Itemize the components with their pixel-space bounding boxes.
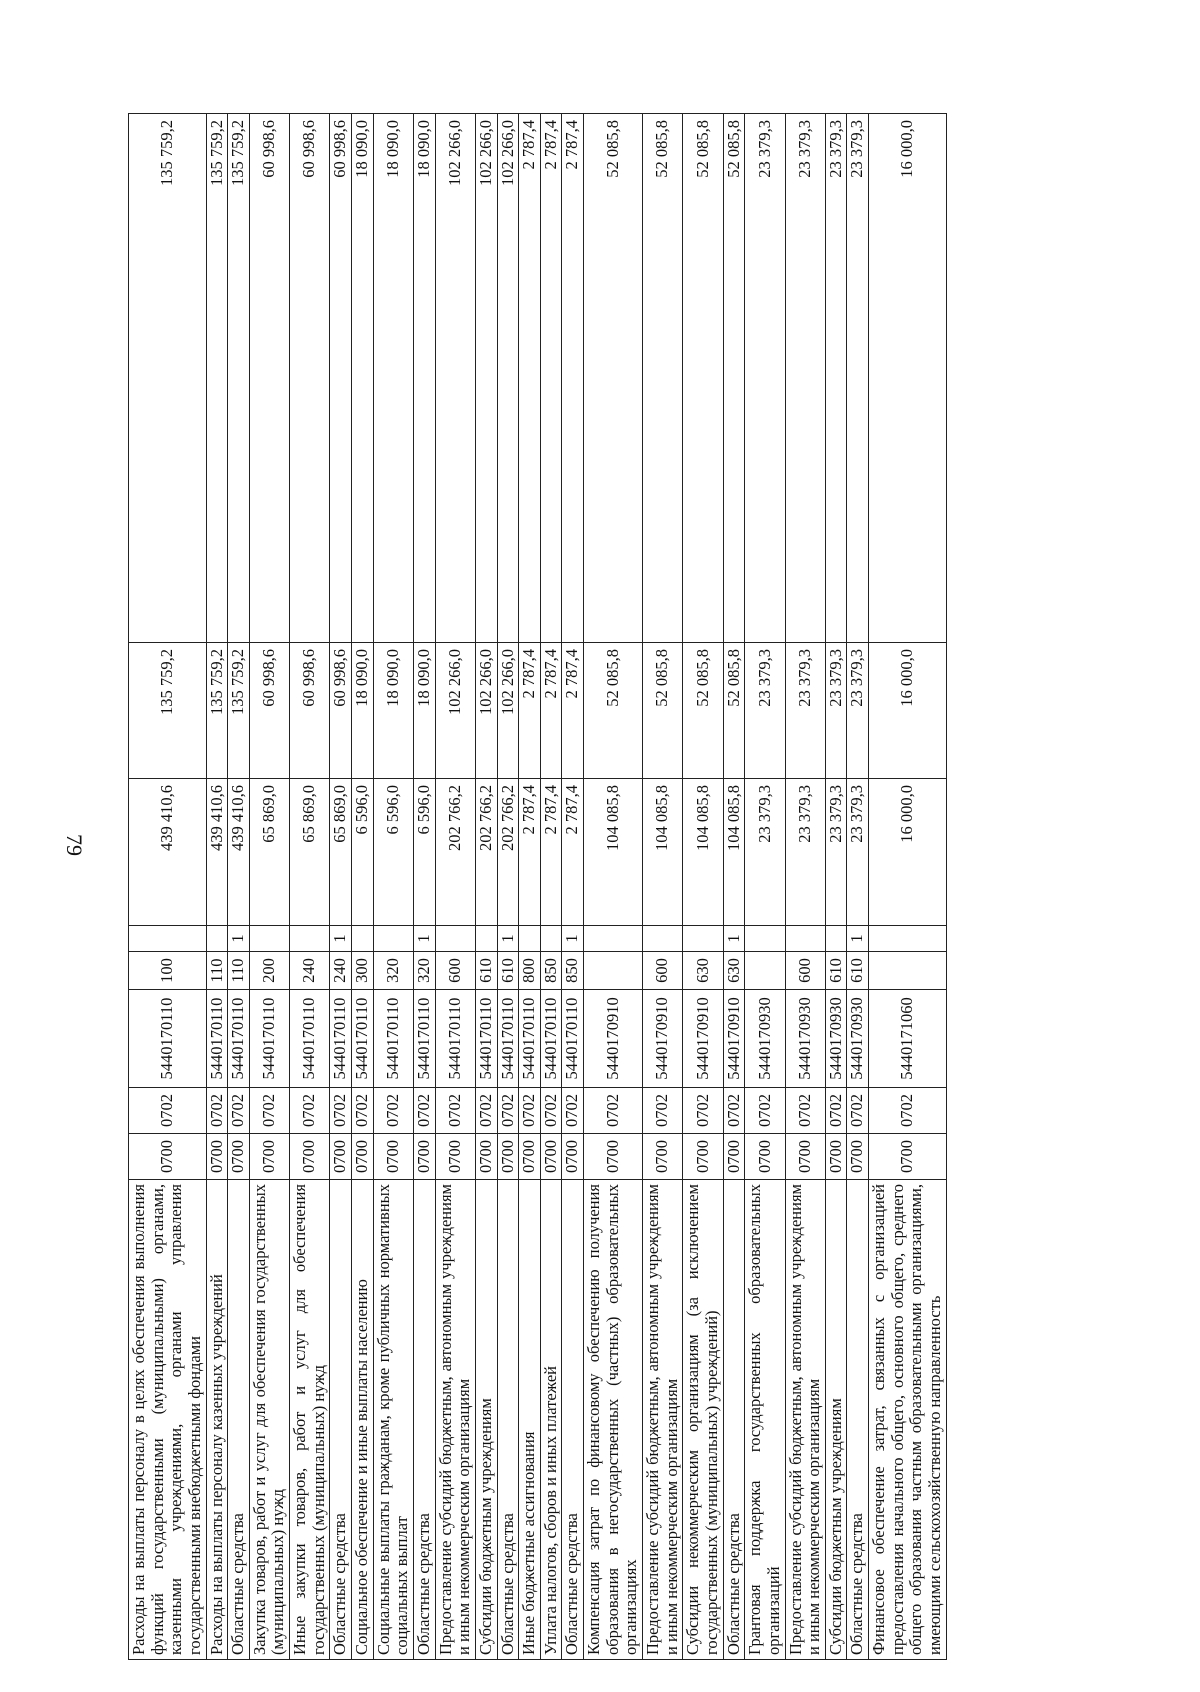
target-article-cell: 5440170910 [683, 990, 723, 1088]
podrazdel-cell: 0702 [228, 1088, 250, 1134]
amount-year1-cell: 104 085,8 [584, 779, 643, 926]
razdel-cell: 0700 [352, 1134, 374, 1180]
expense-type-cell: 610 [825, 952, 847, 990]
row-name-cell: Социальное обеспечение и иные выплаты населению [352, 1180, 374, 1660]
table-row [519, 114, 541, 1660]
row-name-cell: Социальные выплаты гражданам, кроме публичных нормативных социальных выплат [373, 1180, 413, 1660]
row-name-cell: Предоставление субсидий бюджетным, автономным учреждениям и иным некоммерческим организациям [435, 1180, 475, 1660]
razdel-cell: 0700 [519, 1134, 541, 1180]
budget-table [128, 113, 947, 1660]
podrazdel-cell: 0702 [413, 1088, 435, 1134]
amount-year3-cell: 23 379,3 [785, 114, 825, 643]
amount-year2-cell: 23 379,3 [745, 643, 785, 779]
row-name-cell: Предоставление субсидий бюджетным, автономным учреждениям и иным некоммерческим организациям [785, 1180, 825, 1660]
table-row [373, 114, 413, 1660]
podrazdel-cell: 0702 [373, 1088, 413, 1134]
expense-type-cell [745, 952, 785, 990]
expense-type-cell: 600 [435, 952, 475, 990]
amount-year3-cell: 18 090,0 [413, 114, 435, 643]
row-name-cell: Областные средства [847, 1180, 869, 1660]
expense-type-cell: 110 [206, 952, 228, 990]
table-row [290, 114, 330, 1660]
row-name-cell: Расходы на выплаты персоналу в целях обеспечения выполнения функций государственными (муниципальными) органами, казенными учреждениями, органами управления государственными внебюджетными фондами [129, 1180, 207, 1660]
target-article-cell: 5440170930 [745, 990, 785, 1088]
amount-year1-cell: 23 379,3 [825, 779, 847, 926]
amount-year1-cell: 23 379,3 [785, 779, 825, 926]
row-name-cell: Уплата налогов, сборов и иных платежей [540, 1180, 562, 1660]
podrazdel-cell: 0702 [290, 1088, 330, 1134]
amount-year3-cell: 18 090,0 [352, 114, 374, 643]
funding-mark-cell [869, 926, 947, 952]
table-row [869, 114, 947, 1660]
razdel-cell: 0700 [584, 1134, 643, 1180]
target-article-cell: 5440170110 [129, 990, 207, 1088]
funding-mark-cell [683, 926, 723, 952]
amount-year3-cell: 135 759,2 [129, 114, 207, 643]
amount-year2-cell: 18 090,0 [373, 643, 413, 779]
table-row [352, 114, 374, 1660]
expense-type-cell: 630 [723, 952, 745, 990]
amount-year2-cell: 2 787,4 [540, 643, 562, 779]
amount-year3-cell: 135 759,2 [228, 114, 250, 643]
table-body [129, 114, 947, 1660]
expense-type-cell: 300 [352, 952, 374, 990]
amount-year1-cell: 65 869,0 [330, 779, 352, 926]
amount-year1-cell: 202 766,2 [475, 779, 497, 926]
funding-mark-cell [745, 926, 785, 952]
funding-mark-cell: 1 [847, 926, 869, 952]
target-article-cell: 5440171060 [869, 990, 947, 1088]
amount-year1-cell: 6 596,0 [352, 779, 374, 926]
amount-year1-cell: 65 869,0 [249, 779, 289, 926]
funding-mark-cell [290, 926, 330, 952]
funding-mark-cell: 1 [413, 926, 435, 952]
razdel-cell: 0700 [497, 1134, 519, 1180]
amount-year2-cell: 2 787,4 [519, 643, 541, 779]
amount-year2-cell: 23 379,3 [785, 643, 825, 779]
target-article-cell: 5440170910 [584, 990, 643, 1088]
amount-year3-cell: 102 266,0 [435, 114, 475, 643]
target-article-cell: 5440170110 [413, 990, 435, 1088]
amount-year3-cell: 52 085,8 [683, 114, 723, 643]
amount-year2-cell: 16 000,0 [869, 643, 947, 779]
amount-year3-cell: 23 379,3 [745, 114, 785, 643]
amount-year1-cell: 439 410,6 [228, 779, 250, 926]
funding-mark-cell [584, 926, 643, 952]
podrazdel-cell: 0702 [745, 1088, 785, 1134]
amount-year3-cell: 2 787,4 [562, 114, 584, 643]
podrazdel-cell: 0702 [352, 1088, 374, 1134]
expense-type-cell: 110 [228, 952, 250, 990]
expense-type-cell: 800 [519, 952, 541, 990]
razdel-cell: 0700 [847, 1134, 869, 1180]
table-row [540, 114, 562, 1660]
row-name-cell: Компенсация затрат по финансовому обеспечению получения образования в негосударственных (частных) образовательных организациях [584, 1180, 643, 1660]
amount-year2-cell: 135 759,2 [206, 643, 228, 779]
amount-year1-cell: 6 596,0 [373, 779, 413, 926]
expense-type-cell: 320 [413, 952, 435, 990]
target-article-cell: 5440170110 [497, 990, 519, 1088]
table-row [785, 114, 825, 1660]
table-row [562, 114, 584, 1660]
podrazdel-cell: 0702 [475, 1088, 497, 1134]
amount-year2-cell: 2 787,4 [562, 643, 584, 779]
amount-year2-cell: 60 998,6 [330, 643, 352, 779]
target-article-cell: 5440170110 [352, 990, 374, 1088]
amount-year3-cell: 16 000,0 [869, 114, 947, 643]
amount-year1-cell: 439 410,6 [206, 779, 228, 926]
razdel-cell: 0700 [435, 1134, 475, 1180]
expense-type-cell: 610 [475, 952, 497, 990]
table-row [643, 114, 683, 1660]
target-article-cell: 5440170110 [562, 990, 584, 1088]
target-article-cell: 5440170110 [249, 990, 289, 1088]
razdel-cell: 0700 [643, 1134, 683, 1180]
amount-year1-cell: 439 410,6 [129, 779, 207, 926]
table-row [413, 114, 435, 1660]
target-article-cell: 5440170110 [228, 990, 250, 1088]
amount-year2-cell: 18 090,0 [413, 643, 435, 779]
razdel-cell: 0700 [540, 1134, 562, 1180]
rotated-page-content [128, 114, 1128, 1660]
podrazdel-cell: 0702 [869, 1088, 947, 1134]
row-name-cell: Грантовая поддержка государственных образовательных организаций [745, 1180, 785, 1660]
row-name-cell: Иные закупки товаров, работ и услуг для обеспечения государственных (муниципальных) нужд [290, 1180, 330, 1660]
row-name-cell: Предоставление субсидий бюджетным, автономным учреждениям и иным некоммерческим организациям [643, 1180, 683, 1660]
expense-type-cell [584, 952, 643, 990]
amount-year3-cell: 23 379,3 [847, 114, 869, 643]
target-article-cell: 5440170110 [373, 990, 413, 1088]
table-row [475, 114, 497, 1660]
expense-type-cell: 610 [847, 952, 869, 990]
expense-type-cell: 240 [330, 952, 352, 990]
podrazdel-cell: 0702 [206, 1088, 228, 1134]
amount-year2-cell: 52 085,8 [723, 643, 745, 779]
podrazdel-cell: 0702 [249, 1088, 289, 1134]
amount-year3-cell: 60 998,6 [249, 114, 289, 643]
expense-type-cell: 600 [785, 952, 825, 990]
row-name-cell: Областные средства [562, 1180, 584, 1660]
amount-year1-cell: 104 085,8 [643, 779, 683, 926]
amount-year2-cell: 18 090,0 [352, 643, 374, 779]
funding-mark-cell [373, 926, 413, 952]
row-name-cell: Областные средства [330, 1180, 352, 1660]
table-row [745, 114, 785, 1660]
funding-mark-cell: 1 [723, 926, 745, 952]
amount-year1-cell: 202 766,2 [435, 779, 475, 926]
row-name-cell: Субсидии бюджетным учреждениям [825, 1180, 847, 1660]
target-article-cell: 5440170110 [206, 990, 228, 1088]
amount-year1-cell: 2 787,4 [540, 779, 562, 926]
funding-mark-cell [249, 926, 289, 952]
amount-year3-cell: 52 085,8 [643, 114, 683, 643]
target-article-cell: 5440170930 [785, 990, 825, 1088]
funding-mark-cell [435, 926, 475, 952]
amount-year2-cell: 135 759,2 [129, 643, 207, 779]
podrazdel-cell: 0702 [129, 1088, 207, 1134]
amount-year3-cell: 2 787,4 [540, 114, 562, 643]
expense-type-cell: 850 [562, 952, 584, 990]
table-row [206, 114, 228, 1660]
podrazdel-cell: 0702 [643, 1088, 683, 1134]
podrazdel-cell: 0702 [540, 1088, 562, 1134]
expense-type-cell [869, 952, 947, 990]
table-row [584, 114, 643, 1660]
funding-mark-cell: 1 [330, 926, 352, 952]
amount-year3-cell: 2 787,4 [519, 114, 541, 643]
razdel-cell: 0700 [206, 1134, 228, 1180]
podrazdel-cell: 0702 [847, 1088, 869, 1134]
razdel-cell: 0700 [475, 1134, 497, 1180]
table-row [723, 114, 745, 1660]
funding-mark-cell [352, 926, 374, 952]
amount-year1-cell: 6 596,0 [413, 779, 435, 926]
row-name-cell: Областные средства [228, 1180, 250, 1660]
expense-type-cell: 320 [373, 952, 413, 990]
razdel-cell: 0700 [785, 1134, 825, 1180]
row-name-cell: Субсидии некоммерческим организациям (за исключением государственных (муниципальных) учреждений) [683, 1180, 723, 1660]
expense-type-cell: 600 [643, 952, 683, 990]
page-number: 79 [62, 834, 87, 856]
funding-mark-cell [129, 926, 207, 952]
target-article-cell: 5440170110 [475, 990, 497, 1088]
amount-year2-cell: 60 998,6 [249, 643, 289, 779]
expense-type-cell: 850 [540, 952, 562, 990]
amount-year1-cell: 2 787,4 [519, 779, 541, 926]
table-row [825, 114, 847, 1660]
table-row [497, 114, 519, 1660]
razdel-cell: 0700 [373, 1134, 413, 1180]
razdel-cell: 0700 [825, 1134, 847, 1180]
amount-year2-cell: 135 759,2 [228, 643, 250, 779]
target-article-cell: 5440170110 [540, 990, 562, 1088]
funding-mark-cell [540, 926, 562, 952]
razdel-cell: 0700 [228, 1134, 250, 1180]
target-article-cell: 5440170930 [825, 990, 847, 1088]
razdel-cell: 0700 [723, 1134, 745, 1180]
amount-year1-cell: 23 379,3 [847, 779, 869, 926]
row-name-cell: Закупка товаров, работ и услуг для обеспечения государственных (муниципальных) нужд [249, 1180, 289, 1660]
razdel-cell: 0700 [413, 1134, 435, 1180]
podrazdel-cell: 0702 [435, 1088, 475, 1134]
amount-year1-cell: 65 869,0 [290, 779, 330, 926]
funding-mark-cell: 1 [497, 926, 519, 952]
amount-year3-cell: 52 085,8 [584, 114, 643, 643]
amount-year1-cell: 104 085,8 [723, 779, 745, 926]
amount-year3-cell: 18 090,0 [373, 114, 413, 643]
table-row [249, 114, 289, 1660]
amount-year2-cell: 23 379,3 [847, 643, 869, 779]
razdel-cell: 0700 [683, 1134, 723, 1180]
amount-year1-cell: 16 000,0 [869, 779, 947, 926]
amount-year2-cell: 102 266,0 [497, 643, 519, 779]
row-name-cell: Финансовое обеспечение затрат, связанных с организацией предоставления начального общего, основного общего, среднего общего образования частным образовательными организациями, имеющими сельскохозяйственную направленность [869, 1180, 947, 1660]
table-row [683, 114, 723, 1660]
table-row [228, 114, 250, 1660]
amount-year2-cell: 23 379,3 [825, 643, 847, 779]
target-article-cell: 5440170910 [723, 990, 745, 1088]
amount-year1-cell: 23 379,3 [745, 779, 785, 926]
amount-year1-cell: 2 787,4 [562, 779, 584, 926]
row-name-cell: Областные средства [413, 1180, 435, 1660]
funding-mark-cell: 1 [228, 926, 250, 952]
amount-year2-cell: 52 085,8 [584, 643, 643, 779]
podrazdel-cell: 0702 [825, 1088, 847, 1134]
table-row [847, 114, 869, 1660]
expense-type-cell: 630 [683, 952, 723, 990]
table-row [330, 114, 352, 1660]
row-name-cell: Субсидии бюджетным учреждениям [475, 1180, 497, 1660]
amount-year2-cell: 102 266,0 [475, 643, 497, 779]
podrazdel-cell: 0702 [683, 1088, 723, 1134]
podrazdel-cell: 0702 [723, 1088, 745, 1134]
funding-mark-cell: 1 [562, 926, 584, 952]
row-name-cell: Областные средства [497, 1180, 519, 1660]
podrazdel-cell: 0702 [497, 1088, 519, 1134]
razdel-cell: 0700 [562, 1134, 584, 1180]
amount-year3-cell: 60 998,6 [330, 114, 352, 643]
target-article-cell: 5440170110 [519, 990, 541, 1088]
funding-mark-cell [825, 926, 847, 952]
expense-type-cell: 240 [290, 952, 330, 990]
amount-year3-cell: 102 266,0 [475, 114, 497, 643]
funding-mark-cell [643, 926, 683, 952]
funding-mark-cell [519, 926, 541, 952]
expense-type-cell: 200 [249, 952, 289, 990]
razdel-cell: 0700 [869, 1134, 947, 1180]
amount-year3-cell: 102 266,0 [497, 114, 519, 643]
amount-year2-cell: 52 085,8 [683, 643, 723, 779]
razdel-cell: 0700 [330, 1134, 352, 1180]
amount-year2-cell: 102 266,0 [435, 643, 475, 779]
target-article-cell: 5440170110 [330, 990, 352, 1088]
razdel-cell: 0700 [745, 1134, 785, 1180]
row-name-cell: Расходы на выплаты персоналу казенных учреждений [206, 1180, 228, 1660]
expense-type-cell: 610 [497, 952, 519, 990]
amount-year3-cell: 52 085,8 [723, 114, 745, 643]
row-name-cell: Областные средства [723, 1180, 745, 1660]
table-row [129, 114, 207, 1660]
podrazdel-cell: 0702 [330, 1088, 352, 1134]
amount-year3-cell: 60 998,6 [290, 114, 330, 643]
funding-mark-cell [475, 926, 497, 952]
expense-type-cell: 100 [129, 952, 207, 990]
razdel-cell: 0700 [129, 1134, 207, 1180]
table-row [435, 114, 475, 1660]
razdel-cell: 0700 [290, 1134, 330, 1180]
podrazdel-cell: 0702 [519, 1088, 541, 1134]
amount-year2-cell: 60 998,6 [290, 643, 330, 779]
podrazdel-cell: 0702 [584, 1088, 643, 1134]
target-article-cell: 5440170910 [643, 990, 683, 1088]
podrazdel-cell: 0702 [785, 1088, 825, 1134]
amount-year1-cell: 104 085,8 [683, 779, 723, 926]
funding-mark-cell [785, 926, 825, 952]
razdel-cell: 0700 [249, 1134, 289, 1180]
row-name-cell: Иные бюджетные ассигнования [519, 1180, 541, 1660]
target-article-cell: 5440170110 [290, 990, 330, 1088]
target-article-cell: 5440170930 [847, 990, 869, 1088]
funding-mark-cell [206, 926, 228, 952]
amount-year3-cell: 23 379,3 [825, 114, 847, 643]
podrazdel-cell: 0702 [562, 1088, 584, 1134]
amount-year1-cell: 202 766,2 [497, 779, 519, 926]
amount-year3-cell: 135 759,2 [206, 114, 228, 643]
amount-year2-cell: 52 085,8 [643, 643, 683, 779]
target-article-cell: 5440170110 [435, 990, 475, 1088]
